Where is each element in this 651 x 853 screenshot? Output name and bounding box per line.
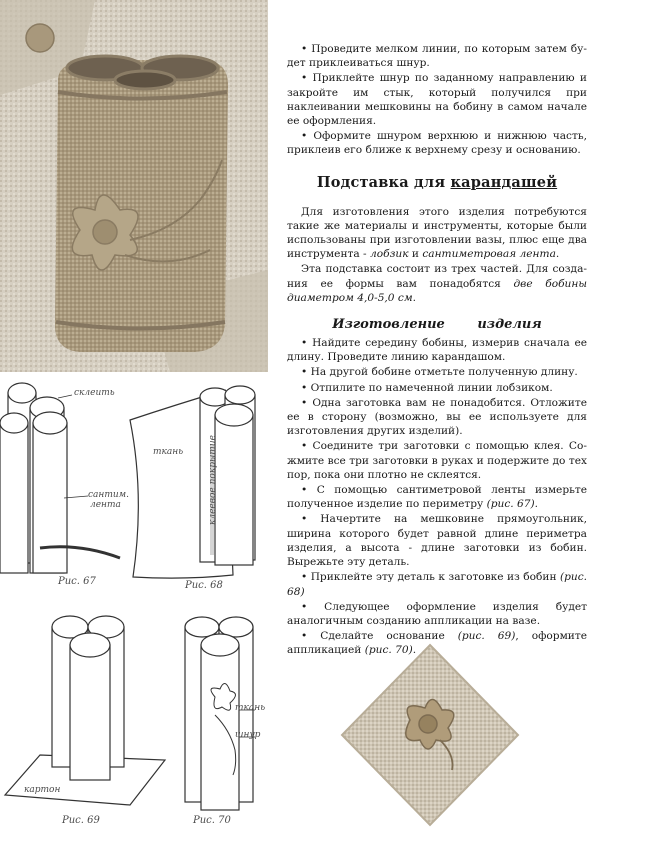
- step-bullet-5: • Соедините три заготовки с помощью клея. Сожмите все три заготовки в руках и подержите до тех пор, пока они плотно не склеятся.: [287, 439, 587, 482]
- subsection-title: Изготовление изделия: [332, 317, 542, 333]
- intro-bullet-1: • Проведите мелком линии, по которым затем будет приклеиваться шнур.: [287, 42, 587, 70]
- para2-end: .: [412, 291, 416, 304]
- step-bullet-2: • На другой бобине отметьте полученную длину.: [287, 365, 587, 379]
- step10-text: Сделайте основание: [320, 630, 458, 643]
- figure-68-caption: Рис. 68: [185, 580, 223, 591]
- figure-70-caption: Рис. 70: [193, 815, 231, 826]
- figure-69-caption: Рис. 69: [62, 815, 100, 826]
- para2-emphasis: две бобины диаметром 4,0-5,0 см: [287, 277, 587, 304]
- pencil-holder-photo: [0, 0, 268, 372]
- figure-68-drawing: [125, 385, 268, 595]
- figure-69-label-cardboard: картон: [24, 785, 61, 795]
- figure-67-drawing: [0, 378, 130, 593]
- figure-70: [175, 615, 268, 830]
- step-bullet-3: • Отпилите по намеченной линии лобзиком.: [287, 381, 587, 395]
- figure-70-label-cord: шнур: [235, 730, 261, 740]
- para2-text: Эта подставка состоит из трех частей. Для создания ее формы вам понадобятся: [287, 263, 587, 290]
- figure-67-label-tape-2: лента: [90, 500, 121, 510]
- intro-bullet-2: • Приклейте шнур по заданному направлению и закройте им стык, который получился при наклеивании мешковины на бобину в самом начале ее оформления.: [287, 71, 587, 128]
- section-title-underlined: карандашей: [450, 173, 558, 191]
- section-paragraph-1: [287, 205, 587, 262]
- illustration-column: [0, 0, 268, 853]
- figure-67-label-tape-1: сантим.: [88, 490, 129, 500]
- pencil-holder-drawing: [0, 0, 268, 372]
- figure-67-caption: Рис. 67: [58, 576, 96, 587]
- step-bullet-4: • Одна заготовка вам не понадобится. Отложите ее в сторону (возможно, вы ее используете для изготовления других изделий).: [287, 396, 587, 439]
- step-bullet-6: [287, 483, 587, 511]
- step10-ref-1: (рис. 69): [457, 630, 516, 643]
- section-title: [287, 174, 587, 191]
- figure-68-label-glue-cover: клеевое покрытие: [208, 435, 218, 525]
- figure-67: [0, 378, 130, 593]
- burlap-square-photo: [340, 640, 520, 830]
- step-bullet-9: • Следующее оформление изделия будет аналогичным созданию аппликации на вазе.: [287, 600, 587, 628]
- step6-ref: (рис. 67): [486, 498, 535, 511]
- step8-text: Приклейте эту деталь к заготовке из бобин: [310, 571, 560, 584]
- figure-70-drawing: [175, 615, 268, 830]
- figure-70-label-fabric: ткань: [235, 703, 266, 713]
- step10-ref-2: (рис. 70): [364, 644, 413, 657]
- step-bullet-1: • Найдите середину бобины, измерив сначала ее длину. Проведите линию карандашом.: [287, 336, 587, 364]
- step-bullet-8: [287, 570, 587, 598]
- para1-tool-jigsaw: лобзик: [370, 248, 409, 261]
- figure-69-drawing: [0, 615, 175, 830]
- intro-bullet-3: • Оформите шнуром верхнюю и нижнюю часть, приклеив его ближе к верхнему срезу и основанию.: [287, 129, 587, 157]
- step8-ref: (рис. 68): [287, 571, 587, 598]
- figure-69: [0, 615, 175, 830]
- step10-end: .: [412, 644, 417, 657]
- step6-end: .: [534, 498, 539, 511]
- figure-68-label-fabric: ткань: [153, 447, 184, 457]
- burlap-square-drawing: [340, 640, 520, 830]
- para1-end: .: [555, 248, 560, 261]
- section-paragraph-2: [287, 262, 587, 305]
- figure-68: [125, 385, 268, 595]
- step-bullet-7: • Начертите на мешковине прямоугольник, ширина которого будет равной длине периметра изделия, а высота - длине заготовки из бобин. Вырежьте эту деталь.: [287, 512, 587, 569]
- text-column: [287, 42, 587, 658]
- section-title-plain: Подставка для: [316, 173, 451, 191]
- para1-tool-tape: сантиметровая лента: [422, 248, 556, 261]
- step10-mid: , оформите аппликацией: [287, 630, 587, 657]
- figure-67-label-glue: склеить: [74, 388, 115, 398]
- step6-text: С помощью сантиметровой ленты измерьте полученное изделие по периметру: [287, 484, 588, 511]
- para1-text: Для изготовления этого изделия потребуются такие же материалы и инструменты, которые были использованы при изготовлении вазы, плюс еще два инструмента -: [287, 205, 587, 261]
- para1-and: и: [408, 248, 423, 261]
